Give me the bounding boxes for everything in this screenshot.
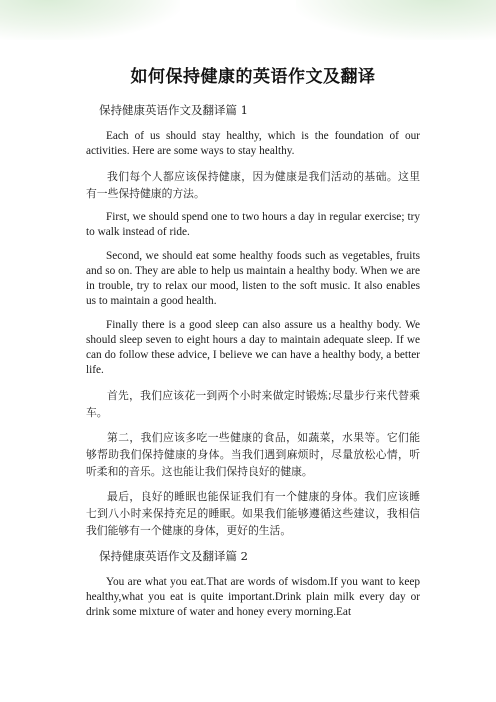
decorative-corner-top-right [296, 0, 496, 40]
paragraph: 我们每个人都应该保持健康，因为健康是我们活动的基础。这里有一些保持健康的方法。 [86, 170, 420, 200]
paragraph: 最后，良好的睡眠也能保证我们有一个健康的身体。我们应该睡七到八小时来保持充足的睡眠。如果我们能够遵循这些建议，我相信我们能够有一个健康的身体，更好的生活。 [86, 490, 420, 537]
section-heading-1: 保持健康英语作文及翻译篇 1 [99, 103, 248, 117]
paragraph: Each of us should stay healthy, which is the foundation of our activities. Here are some ways to stay healthy. [86, 130, 420, 157]
paragraph: 首先，我们应该花一到两个小时来做定时锻炼;尽量步行来代替乘车。 [86, 389, 420, 419]
paragraph: First, we should spend one to two hours a day in regular exercise; try to walk instead of ride. [86, 211, 420, 238]
section-heading-2: 保持健康英语作文及翻译篇 2 [99, 549, 248, 563]
paragraph: You are what you eat.That are words of wisdom.If you want to keep healthy,what you eat is quite important.Drink plain milk every day or drink some mixture of water and honey every morning.Eat [86, 576, 420, 618]
decorative-corner-top-left [0, 0, 180, 40]
document-title: 如何保持健康的英语作文及翻译 [130, 67, 376, 87]
document-body [86, 62, 420, 629]
paragraph: 第二，我们应该多吃一些健康的食品，如蔬菜，水果等。它们能够帮助我们保持健康的身体。当我们遇到麻烦时，尽量放松心情，听听柔和的音乐。这也能让我们保持良好的健康。 [86, 431, 420, 478]
paragraph: Finally there is a good sleep can also assure us a healthy body. We should sleep seven to eight hours a day to maintain adequate sleep. If we can do follow these advice, I believe we can have a healthy body, a better life. [86, 319, 420, 376]
paragraph: Second, we should eat some healthy foods such as vegetables, fruits and so on. They are able to help us maintain a healthy body. When we are in trouble, try to relax our mood, listen to the soft music. It also enables us to maintain a good health. [86, 250, 420, 307]
